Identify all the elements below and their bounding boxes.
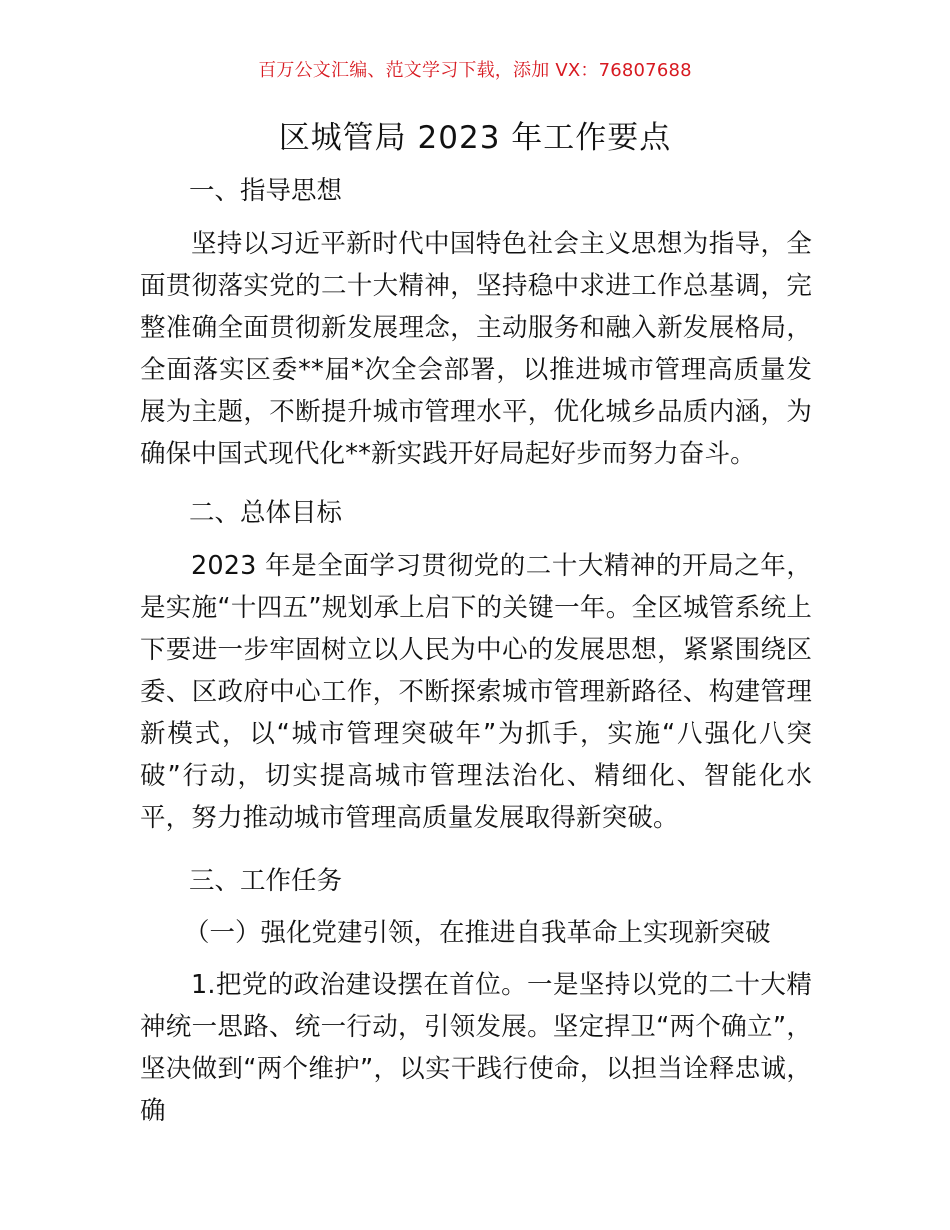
paragraph-guiding-thought: 坚持以习近平新时代中国特色社会主义思想为指导，全面贯彻落实党的二十大精神，坚持稳中求进工作总基调，完整准确全面贯彻新发展理念，主动服务和融入新发展格局，全面落实区委**届*次全会部署，以推进城市管理高质量发展为主题，不断提升城市管理水平，优化城乡品质内涵，为确保中国式现代化**新实践开好局起好步而努力奋斗。 bbox=[140, 229, 812, 469]
document-title: 区城管局 2023 年工作要点 bbox=[278, 120, 672, 156]
section-heading-3: 三、工作任务 bbox=[189, 866, 343, 896]
header-note: 百万公文汇编、范文学习下载，添加 VX：76807688 bbox=[258, 60, 692, 81]
section-heading-2: 二、总体目标 bbox=[189, 498, 343, 528]
paragraph-task-1: 1.把党的政治建设摆在首位。一是坚持以党的二十大精神统一思路、统一行动，引领发展。坚定捍卫“两个确立”，坚决做到“两个维护”，以实干践行使命，以担当诠释忠诚，确 bbox=[140, 970, 812, 1126]
subsection-heading-1: （一）强化党建引领，在推进自我革命上实现新突破 bbox=[184, 918, 771, 948]
section-heading-1: 一、指导思想 bbox=[189, 176, 343, 206]
paragraph-overall-goal: 2023 年是全面学习贯彻党的二十大精神的开局之年，是实施“十四五”规划承上启下的关键一年。全区城管系统上下要进一步牢固树立以人民为中心的发展思想，紧紧围绕区委、区政府中心工作，不断探索城市管理新路径、构建管理新模式，以“城市管理突破年”为抓手，实施“八强化八突破”行动，切实提高城市管理法治化、精细化、智能化水平，努力推动城市管理高质量发展取得新突破。 bbox=[140, 551, 812, 833]
